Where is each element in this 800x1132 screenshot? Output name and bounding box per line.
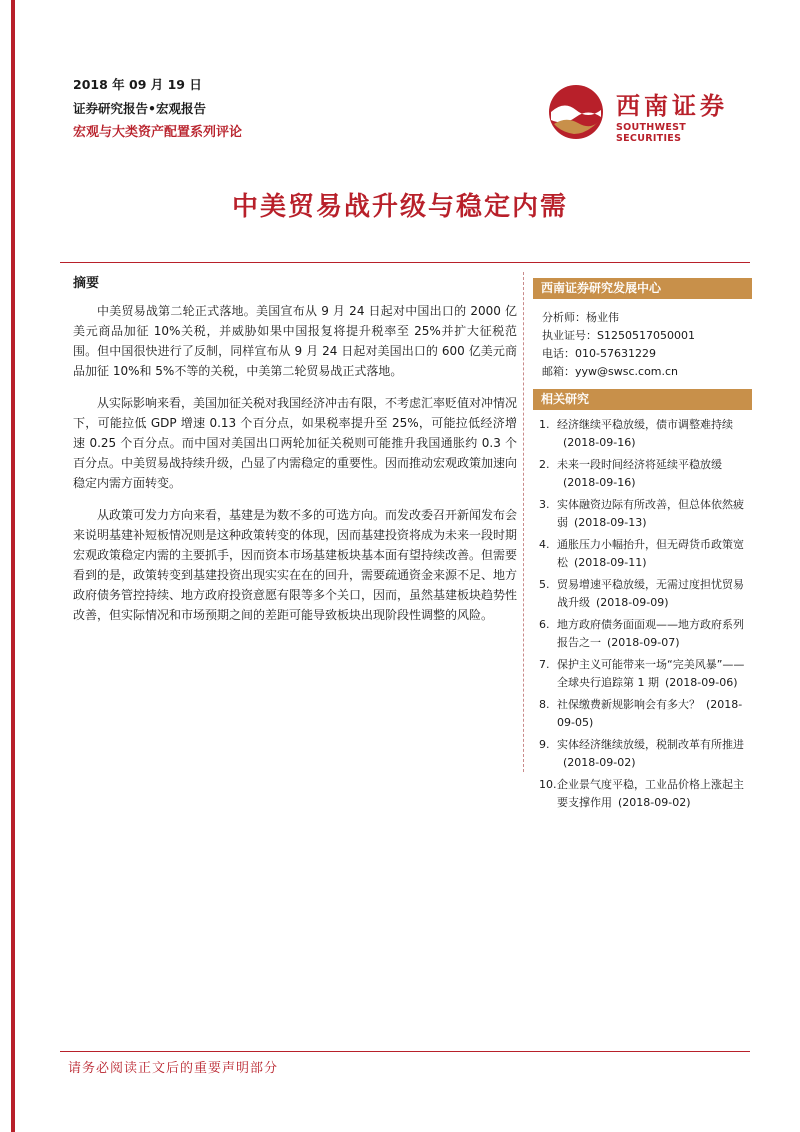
related-item[interactable] — [533, 536, 752, 572]
report-series: 宏观与大类资产配置系列评论 — [73, 125, 243, 140]
related-item[interactable] — [533, 496, 752, 532]
related-item-number: 8. — [539, 698, 550, 711]
page-title: 中美贸易战升级与稳定内需 — [231, 192, 568, 222]
related-item-number: 4. — [539, 538, 550, 551]
column-divider — [523, 272, 524, 772]
related-item-title: 通胀压力小幅抬升，但无碍货币政策宽松 — [557, 538, 744, 569]
related-item-number: 9. — [539, 738, 550, 751]
related-item-date: (2018-09-11) — [574, 556, 647, 569]
related-item-number: 5. — [539, 578, 550, 591]
related-item-title: 贸易增速平稳放缓，无需过度担忧贸易战升级 — [557, 578, 744, 609]
related-item[interactable] — [533, 416, 752, 452]
related-item-date: (2018-09-09) — [596, 596, 669, 609]
analyst-phone: 电话：010-57631229 — [542, 347, 656, 360]
related-item[interactable] — [533, 616, 752, 652]
logo-emblem-icon — [546, 82, 606, 142]
related-item-number: 2. — [539, 458, 550, 471]
related-item-date: (2018-09-16) — [563, 476, 636, 489]
analyst-info — [533, 299, 752, 389]
related-item-date: (2018-09-05) — [557, 698, 743, 729]
report-date: 2018 年 09 月 19 日 — [73, 77, 202, 92]
related-item[interactable] — [533, 696, 752, 732]
report-type: 证券研究报告•宏观报告 — [73, 101, 206, 116]
related-item-date: (2018-09-02) — [563, 756, 636, 769]
sidebar — [533, 278, 752, 816]
analyst-license: 执业证号：S1250517050001 — [542, 329, 695, 342]
related-item-title: 企业景气度平稳，工业品价格上涨起主要支撑作用 — [557, 778, 744, 809]
abstract-heading: 摘要 — [73, 276, 100, 291]
related-item-title: 保护主义可能带来一场“完美风暴”——全球央行追踪第 1 期 — [557, 658, 745, 689]
related-item-number: 10. — [539, 778, 557, 791]
related-item-date: (2018-09-16) — [563, 436, 636, 449]
abstract-paragraph-2: 从实际影响来看，美国加征关税对我国经济冲击有限，不考虑汇率贬值对冲情况下，可能拉低 GDP 增速 0.13 个百分点，如果税率提升至 25%，可能拉低经济增速 0.25 个百分点。而中国对美国出口两轮加征关税则可能推升我国通胀约 0.3 个百分点。中美贸易战持续升级，凸显了内需稳定的重要性。因而推动宏观政策加速向稳定内需方面转变。 — [73, 396, 518, 490]
report-header — [73, 76, 242, 142]
related-item-date: (2018-09-06) — [665, 676, 738, 689]
related-item-number: 7. — [539, 658, 550, 671]
analyst-email[interactable]: 邮箱：yyw@swsc.com.cn — [542, 365, 679, 378]
research-center-header: 西南证券研究发展中心 — [533, 278, 752, 299]
analyst-name: 分析师：杨业伟 — [542, 311, 619, 324]
related-item-title: 未来一段时间经济将延续平稳放缓 — [557, 458, 722, 471]
abstract-paragraph-3: 从政策可发力方向来看，基建是为数不多的可选方向。而发改委召开新闻发布会来说明基建补短板情况则是这种政策转变的体现，因而基建投资将成为未来一段时期宏观政策稳定内需的主要抓手，因而资本市场基建板块基本面有望持续改善。但需要看到的是，政策转变到基建投资出现实实在在的回升，需要疏通资金来源不足、地方政府债务管控持续、地方政府投资意愿有限等多个关口，因而，虽然基建板块趋势性改善，但实际情况和市场预期之间的差距可能导致板块出现阶段性调整的风险。 — [73, 508, 518, 622]
related-item-title: 实体融资边际有所改善，但总体依然疲弱 — [557, 498, 744, 529]
related-item-number: 1. — [539, 418, 550, 431]
related-item-title: 地方政府债务面面观——地方政府系列报告之一 — [557, 618, 744, 649]
related-item[interactable] — [533, 656, 752, 692]
related-item[interactable] — [533, 456, 752, 492]
logo-name: 西南证券 — [616, 91, 728, 120]
related-item-date: (2018-09-07) — [607, 636, 680, 649]
company-logo — [546, 82, 746, 142]
related-item-date: (2018-09-02) — [618, 796, 691, 809]
logo-english: SOUTHWEST SECURITIES — [616, 122, 687, 144]
related-research-list — [533, 416, 752, 812]
related-item-number: 3. — [539, 498, 550, 511]
related-item-date: (2018-09-13) — [574, 516, 647, 529]
title-divider — [60, 262, 750, 263]
footer-disclaimer: 请务必阅读正文后的重要声明部分 — [68, 1061, 279, 1076]
related-item-title: 实体经济继续放缓，税制改革有所推进 — [557, 738, 744, 751]
related-item-number: 6. — [539, 618, 550, 631]
abstract-paragraph-1: 中美贸易战第二轮正式落地。美国宣布从 9 月 24 日起对中国出口的 2000 亿美元商品加征 10%关税，并威胁如果中国报复将提升税率至 25%并扩大征税范围。但中国很快进行了反制，同样宣布从 9 月 24 日起对美国出口的 600 亿美元商品加征 10%和 5%不等的关税，中美第二轮贸易战正式落地。 — [73, 304, 517, 378]
related-research-header: 相关研究 — [533, 389, 752, 410]
related-item[interactable] — [533, 576, 752, 612]
related-item-title: 经济继续平稳放缓，债市调整难持续 — [557, 418, 733, 431]
related-item-title: 社保缴费新规影响会有多大？ — [557, 698, 700, 711]
footer-divider — [60, 1051, 750, 1052]
abstract-section — [73, 272, 517, 637]
related-item[interactable] — [533, 776, 752, 812]
related-item[interactable] — [533, 736, 752, 772]
left-accent-bar — [11, 0, 15, 1132]
